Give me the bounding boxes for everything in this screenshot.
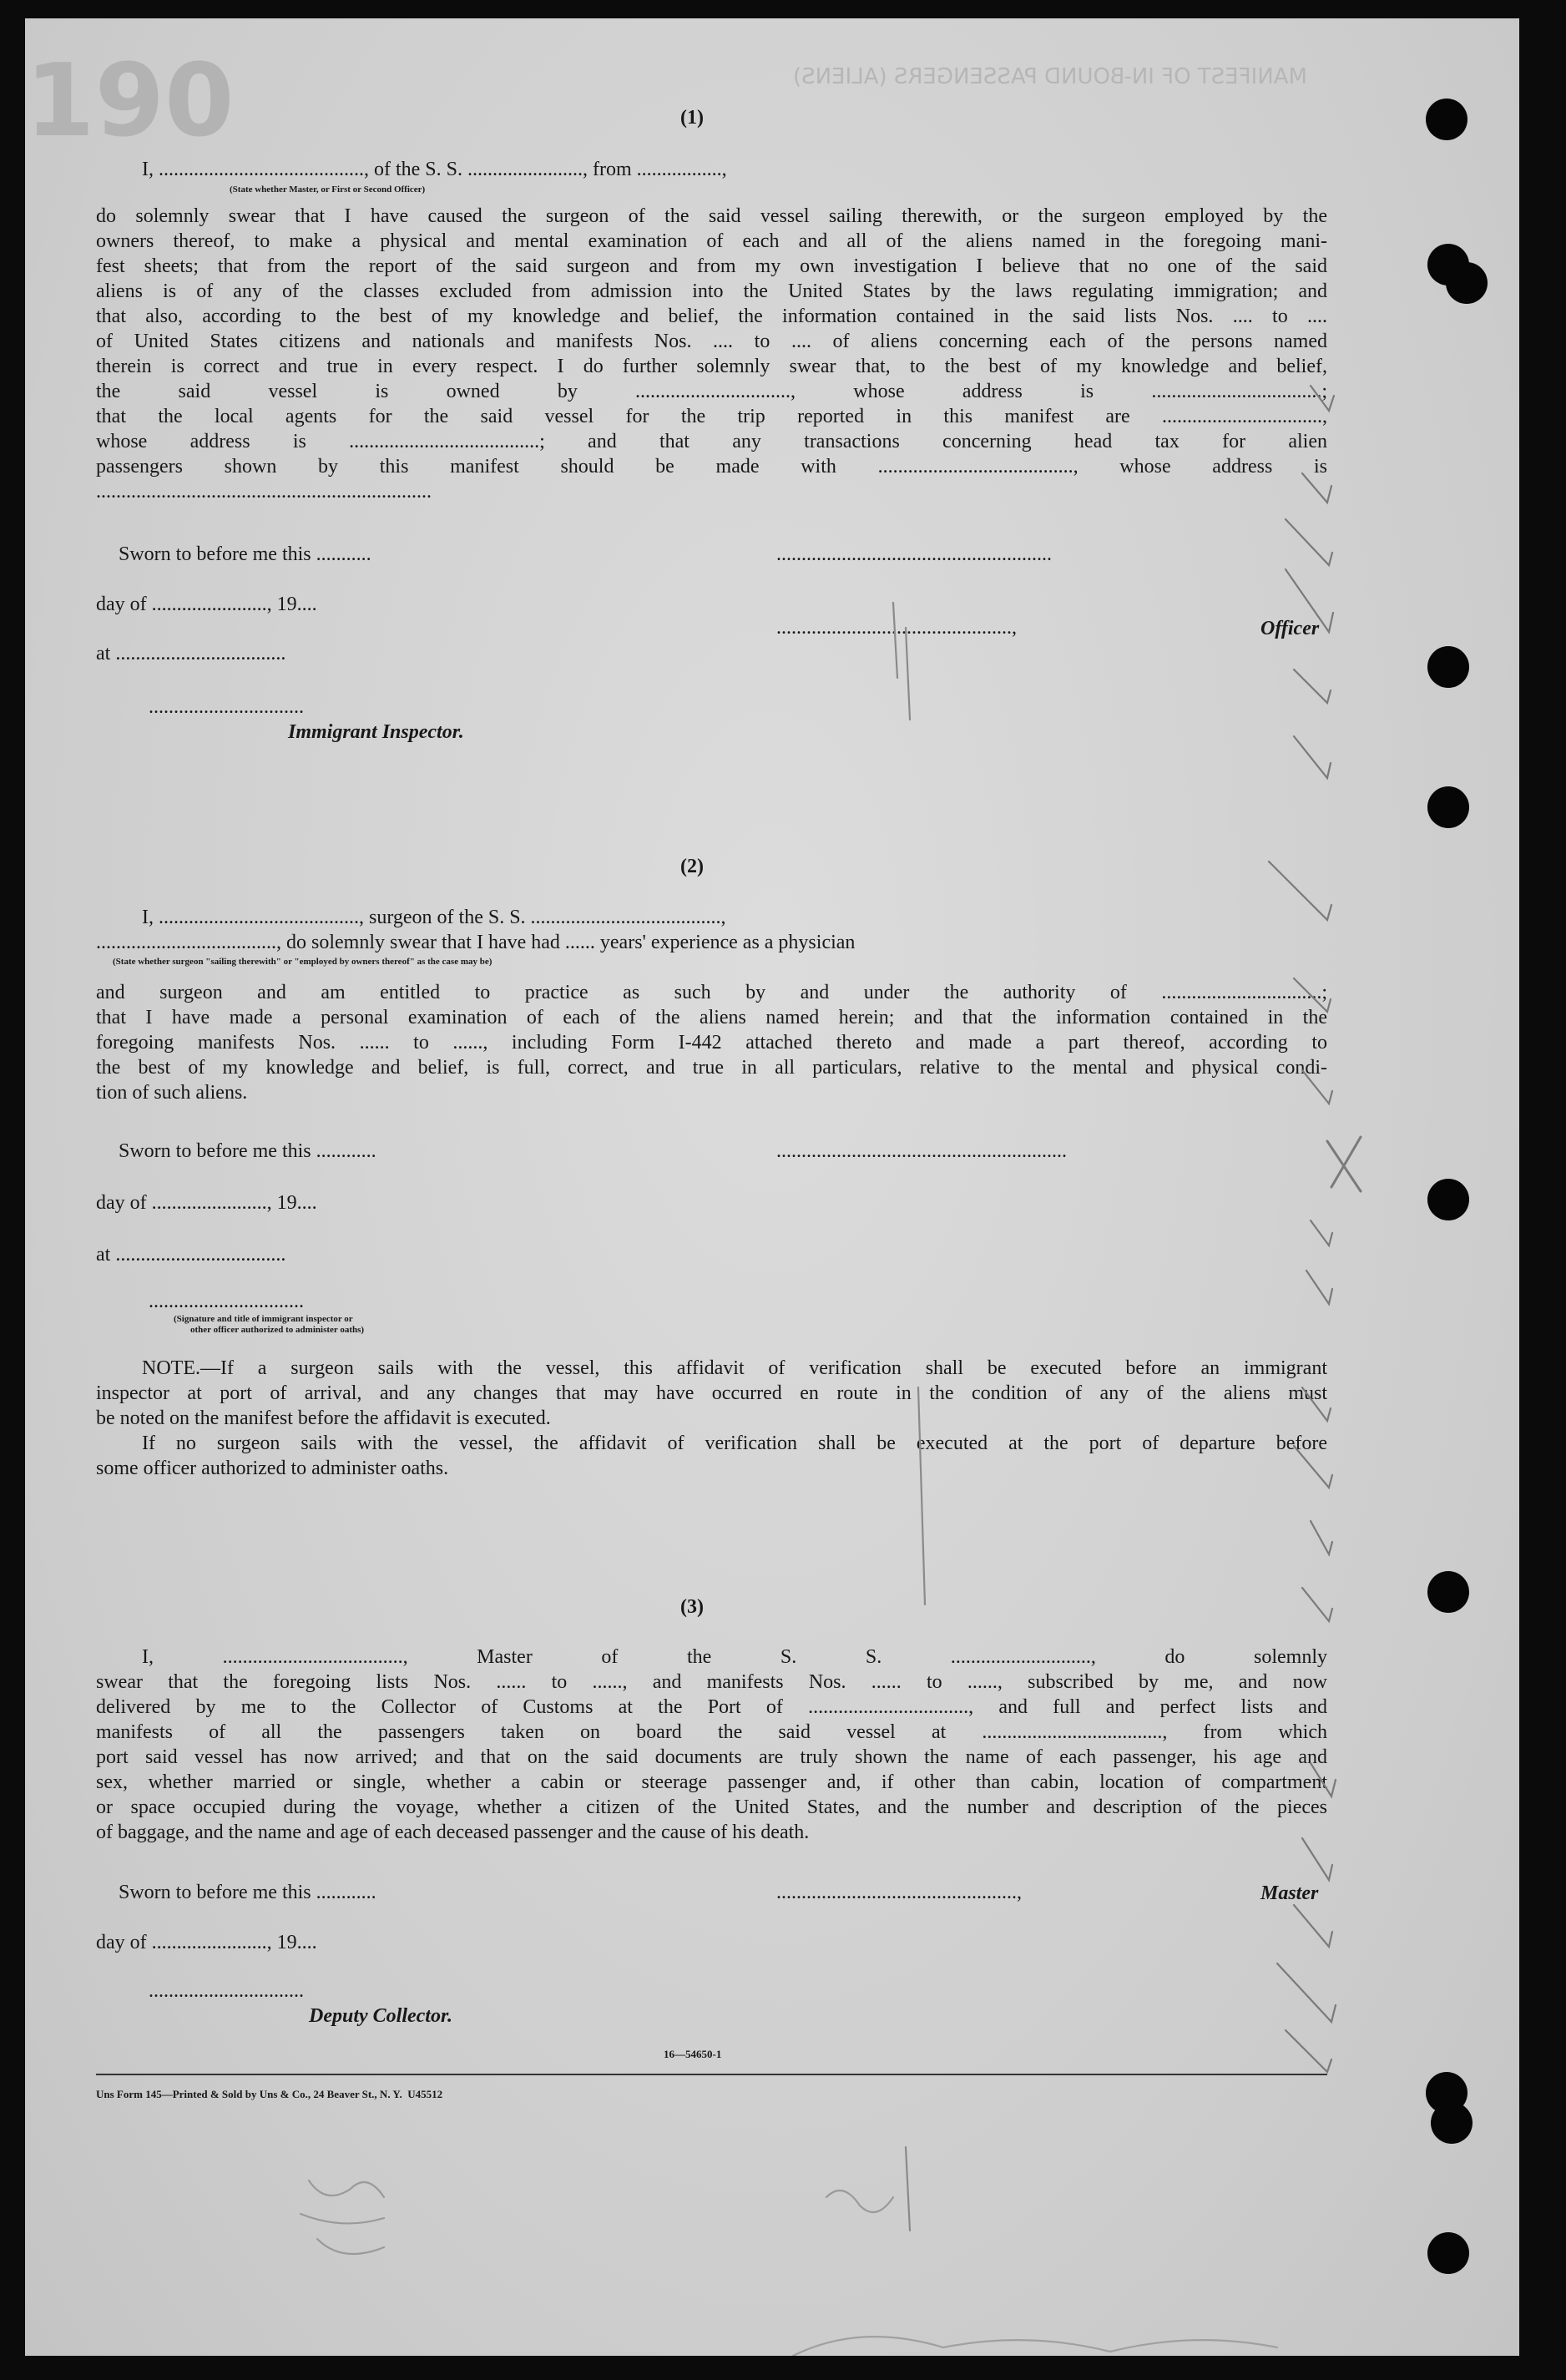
body-line: do solemnly swear that I have caused the surgeon of the said vessel sailing therewith, or the surgeon employed by the <box>96 205 1327 227</box>
at-line-2: at .................................. <box>96 1244 286 1266</box>
officer-dots: ..............................................., <box>776 617 1017 639</box>
sworn-line-2: Sworn to before me this ............ <box>119 1140 376 1162</box>
signature-dots-2: ............................... <box>149 1291 304 1312</box>
master-dots: ................................................, <box>776 1882 1022 1903</box>
check-mark <box>1286 2030 1331 2072</box>
note-line: some officer authorized to administer oaths. <box>96 1458 449 1479</box>
pencil-scribble <box>918 1387 925 1604</box>
faded-header-text: MANIFEST OF IN-BOUND PASSENGERS (ALIENS) <box>793 64 1307 89</box>
check-mark <box>1311 1763 1336 1796</box>
day-line-3: day of ......................., 19.... <box>96 1932 317 1953</box>
body-line: swear that the foregoing lists Nos. ...... to ......, and manifests Nos. ...... to ......, subscribed by me, and now <box>96 1671 1327 1693</box>
check-mark <box>1302 1838 1332 1880</box>
body-line: and surgeon and am entitled to practice as such by and under the authority of ................................; <box>96 982 1327 1003</box>
body-line: ................................................................... <box>96 481 432 503</box>
section-2-number: (2) <box>680 856 704 877</box>
body-line: that I have made a personal examination of each of the aliens named herein; and that the information contained in the <box>96 1007 1327 1028</box>
check-mark <box>1286 569 1333 632</box>
note-line: If no surgeon sails with the vessel, the affidavit of verification shall be executed at the port of departure before <box>142 1433 1327 1454</box>
body-line: that the local agents for the said vessel for the trip reported in this manifest are ................................, <box>96 406 1327 427</box>
body-line: I, ...................................., Master of the S. S. ............................, do solemnly <box>142 1646 1327 1668</box>
signature-caption-line-2: other officer authorized to administer oaths) <box>190 1325 365 1335</box>
printer-imprint: Uns Form 145—Printed & Sold by Uns & Co., 24 Beaver St., N. Y. U45512 <box>96 2088 443 2100</box>
sworn-line-1: Sworn to before me this ........... <box>119 543 371 565</box>
pencil-marks <box>25 18 1519 2356</box>
faded-page-number: 190 <box>25 43 235 159</box>
section-2-first-line: I, ........................................, surgeon of the S. S. ......................................, <box>142 907 726 928</box>
section-3-number: (3) <box>680 1596 704 1618</box>
body-line: of United States citizens and nationals and manifests Nos. .... to .... of aliens concerning each of the persons named <box>96 331 1327 352</box>
body-line: foregoing manifests Nos. ...... to ......, including Form I-442 attached thereto and made a part thereof, according to <box>96 1032 1327 1054</box>
pencil-scribble <box>906 2147 910 2231</box>
check-mark <box>1302 1070 1332 1104</box>
section-2-second-line: ...................................., do solemnly swear that I have had ...... years' experience as a physician <box>96 932 856 953</box>
body-line: sex, whether married or single, whether a cabin or steerage passenger and, if other than cabin, location of compartment <box>96 1771 1327 1793</box>
body-line: the said vessel is owned by ..............................., whose address is ..................................; <box>96 381 1327 402</box>
note-line: inspector at port of arrival, and any changes that may have occurred en route in the condition of any of the aliens must <box>96 1382 1327 1404</box>
signature-caption-line-1: (Signature and title of immigrant inspector or <box>174 1314 353 1324</box>
body-line: passengers shown by this manifest should be made with ......................................., whose address is <box>96 456 1327 478</box>
deputy-dots: ............................... <box>149 1980 304 2002</box>
document-page <box>25 18 1519 2356</box>
check-mark <box>1294 978 1331 1012</box>
inspector-dots: ............................... <box>149 696 304 718</box>
cross-mark <box>1327 1137 1361 1191</box>
body-line: fest sheets; that from the report of the said surgeon and from my own investigation I believe that no one of the said <box>96 255 1327 277</box>
check-mark <box>1311 1220 1332 1246</box>
body-line: or space occupied during the voyage, whether a citizen of the United States, and the number and description of the pieces <box>96 1796 1327 1818</box>
signature-line-1: ....................................................... <box>776 543 1052 565</box>
pencil-scribble <box>893 603 910 720</box>
check-mark <box>1269 862 1331 920</box>
body-line: whose address is ......................................; and that any transactions concerning head tax for alien <box>96 431 1327 452</box>
check-mark <box>1306 1271 1332 1304</box>
body-line: of baggage, and the name and age of each deceased passenger and the cause of his death. <box>96 1822 810 1843</box>
at-line-1: at .................................. <box>96 643 286 664</box>
body-line: that also, according to the best of my knowledge and belief, the information contained in the said lists Nos. .... to .... <box>96 306 1327 327</box>
master-label: Master <box>1260 1882 1319 1904</box>
immigrant-inspector-label: Immigrant Inspector. <box>288 721 464 743</box>
body-line: delivered by me to the Collector of Customs at the Port of ................................, and full and perfect lists and <box>96 1696 1327 1718</box>
check-mark <box>1294 1905 1332 1947</box>
day-line-2: day of ......................., 19.... <box>96 1192 317 1214</box>
officer-label: Officer <box>1260 618 1320 639</box>
note-line: NOTE.—If a surgeon sails with the vessel, this affidavit of verification shall be executed before an immigrant <box>142 1357 1327 1379</box>
body-line: aliens is of any of the classes excluded from admission into the United States by the laws regulating immigration; and <box>96 280 1327 302</box>
body-line: manifests of all the passengers taken on board the said vessel at ...................................., from which <box>96 1721 1327 1743</box>
body-line: owners thereof, to make a physical and mental examination of each and all of the aliens named in the foregoing mani- <box>96 230 1327 252</box>
check-mark <box>1294 736 1331 778</box>
pencil-scribble <box>793 2337 1277 2356</box>
sworn-line-3: Sworn to before me this ............ <box>119 1882 376 1903</box>
pencil-scribble <box>301 2180 384 2254</box>
check-mark <box>1277 1963 1336 2022</box>
section-1-first-line: I, ........................................., of the S. S. ......................., from ................., <box>142 159 727 180</box>
day-line-1: day of ......................., 19.... <box>96 594 317 615</box>
check-mark <box>1311 1521 1332 1554</box>
body-line: therein is correct and true in every respect. I do further solemnly swear that, to the best of my knowledge and belief, <box>96 356 1327 377</box>
body-line: the best of my knowledge and belief, is full, correct, and true in all particulars, relative to the mental and physical condi- <box>96 1057 1327 1079</box>
section-2-caption: (State whether surgeon "sailing therewith" or "employed by owners thereof" as the case may be) <box>113 957 493 967</box>
check-mark <box>1311 386 1334 411</box>
pencil-scribble <box>826 2191 893 2212</box>
signature-line-2: .......................................................... <box>776 1140 1067 1162</box>
deputy-collector-label: Deputy Collector. <box>309 2005 452 2027</box>
body-line: port said vessel has now arrived; and that on the said documents are truly shown the name of each passenger, his age and <box>96 1746 1327 1768</box>
body-line: tion of such aliens. <box>96 1082 248 1104</box>
section-1-caption: (State whether Master, or First or Second Officer) <box>230 184 426 195</box>
check-mark <box>1294 670 1331 703</box>
check-mark <box>1286 519 1332 565</box>
check-mark <box>1302 1588 1332 1621</box>
note-line: be noted on the manifest before the affidavit is executed. <box>96 1407 551 1429</box>
check-mark <box>1302 1387 1331 1421</box>
check-mark <box>1302 473 1331 503</box>
section-1-number: (1) <box>680 107 704 129</box>
form-code: 16—54650-1 <box>664 2048 722 2060</box>
check-mark <box>1294 1446 1332 1488</box>
